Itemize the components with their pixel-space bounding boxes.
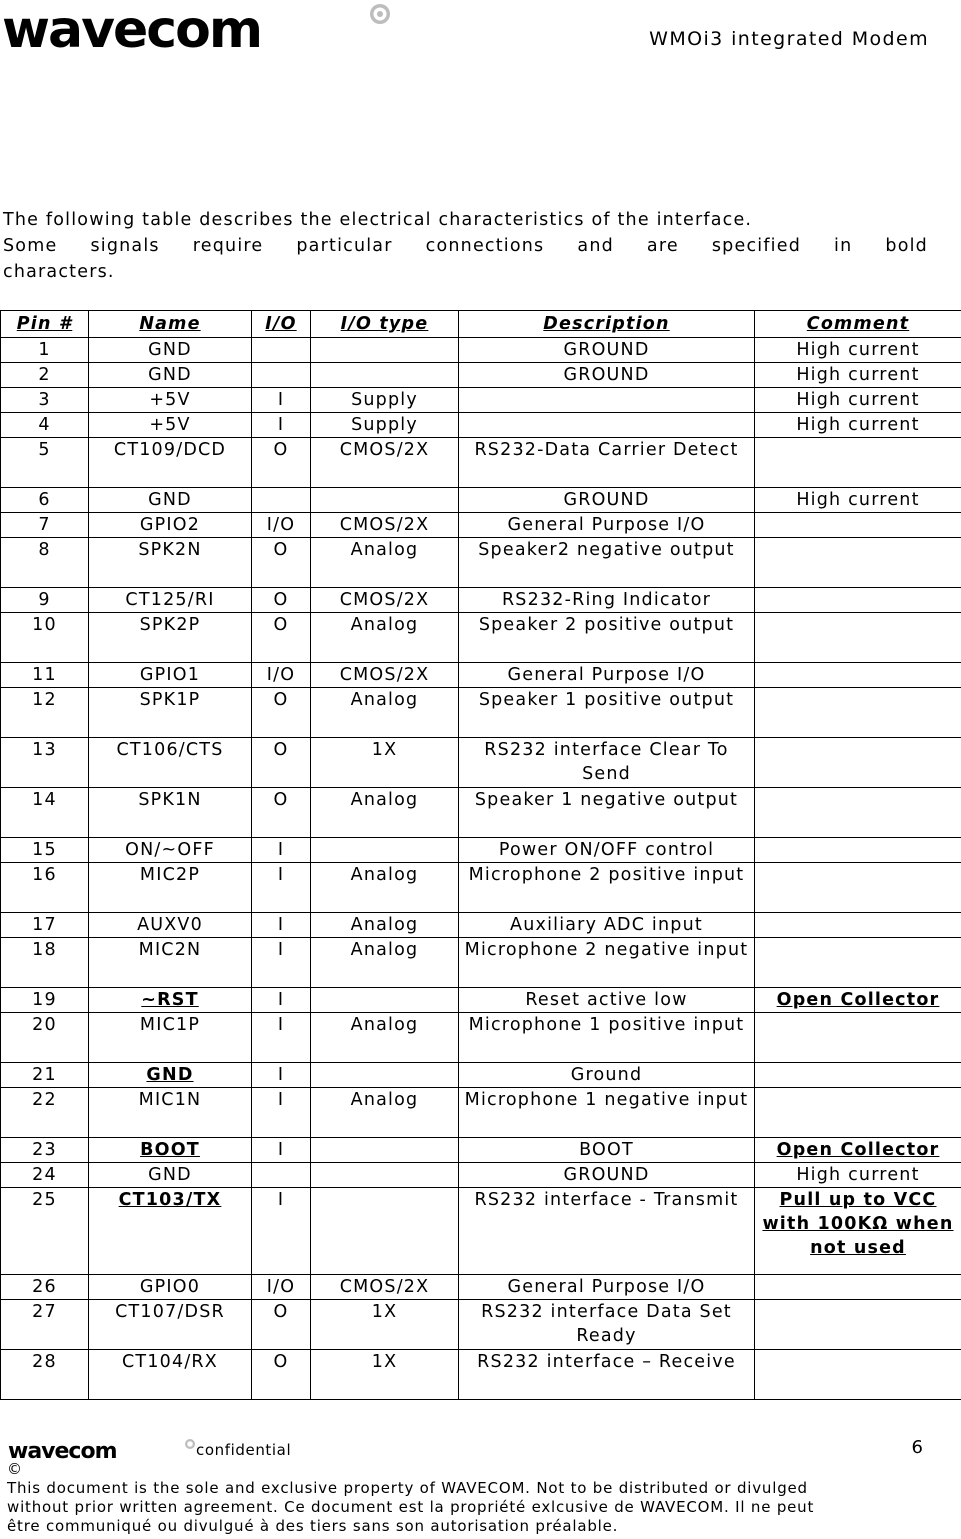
- io-type-cell: Supply: [311, 388, 459, 413]
- table-row: [1, 413, 961, 438]
- table-row: [1, 938, 961, 988]
- pin-number-cell: 20: [1, 1013, 89, 1063]
- io-type-cell: 1X: [311, 738, 459, 788]
- io-type-cell: CMOS/2X: [311, 438, 459, 488]
- io-cell: O: [252, 1300, 311, 1350]
- description-cell: RS232-Data Carrier Detect: [459, 438, 755, 488]
- table-body: [1, 338, 961, 1400]
- description-cell: RS232 interface - Transmit: [459, 1188, 755, 1275]
- pin-name-cell: SPK2P: [89, 613, 252, 663]
- pin-name-cell: CT125/RI: [89, 588, 252, 613]
- comment-cell: [755, 913, 961, 938]
- description-cell: BOOT: [459, 1138, 755, 1163]
- footer-line-3: être communiqué ou divulgué à des tiers sans son autorisation préalable.: [7, 1517, 619, 1535]
- pin-number-cell: 5: [1, 438, 89, 488]
- io-cell: [252, 338, 311, 363]
- footer-line-1: This document is the sole and exclusive property of WAVECOM. Not to be distributed or divulged: [7, 1479, 808, 1497]
- io-cell: I: [252, 1188, 311, 1275]
- table-row: [1, 788, 961, 838]
- description-cell: Microphone 2 negative input: [459, 938, 755, 988]
- footer-notice: [7, 1460, 957, 1536]
- io-type-cell: [311, 338, 459, 363]
- io-type-cell: [311, 1163, 459, 1188]
- table-row: [1, 438, 961, 488]
- io-type-cell: CMOS/2X: [311, 513, 459, 538]
- pin-name-cell: MIC1P: [89, 1013, 252, 1063]
- table-row: [1, 513, 961, 538]
- pin-number-cell: 25: [1, 1188, 89, 1275]
- io-cell: I: [252, 988, 311, 1013]
- io-type-cell: CMOS/2X: [311, 663, 459, 688]
- description-cell: RS232 interface – Receive: [459, 1350, 755, 1400]
- io-type-cell: [311, 838, 459, 863]
- table-row: [1, 388, 961, 413]
- table-row: [1, 613, 961, 663]
- comment-cell: High current: [755, 1163, 961, 1188]
- table-row: [1, 538, 961, 588]
- comment-cell: [755, 1350, 961, 1400]
- io-type-cell: Analog: [311, 1013, 459, 1063]
- comment-cell: [755, 438, 961, 488]
- comment-cell: [755, 663, 961, 688]
- io-type-cell: Analog: [311, 938, 459, 988]
- comment-cell: [755, 1063, 961, 1088]
- pin-number-cell: 14: [1, 788, 89, 838]
- pin-name-cell: CT103/TX: [89, 1188, 252, 1275]
- io-type-cell: Analog: [311, 613, 459, 663]
- pin-number-cell: 6: [1, 488, 89, 513]
- description-cell: Speaker 1 positive output: [459, 688, 755, 738]
- io-type-cell: [311, 1138, 459, 1163]
- table-row: [1, 1350, 961, 1400]
- io-cell: O: [252, 688, 311, 738]
- io-cell: [252, 1163, 311, 1188]
- description-cell: GROUND: [459, 363, 755, 388]
- io-cell: I: [252, 1013, 311, 1063]
- io-cell: I: [252, 1063, 311, 1088]
- comment-cell: High current: [755, 338, 961, 363]
- table-row: [1, 1063, 961, 1088]
- column-header-io-type: I/O type: [311, 311, 459, 338]
- comment-cell: High current: [755, 388, 961, 413]
- pin-name-cell: SPK2N: [89, 538, 252, 588]
- pin-number-cell: 12: [1, 688, 89, 738]
- pin-number-cell: 17: [1, 913, 89, 938]
- wavecom-logo: [2, 0, 394, 56]
- pin-number-cell: 19: [1, 988, 89, 1013]
- io-type-cell: [311, 488, 459, 513]
- pin-number-cell: 4: [1, 413, 89, 438]
- pin-name-cell: SPK1P: [89, 688, 252, 738]
- pin-number-cell: 7: [1, 513, 89, 538]
- pin-name-cell: SPK1N: [89, 788, 252, 838]
- table-row: [1, 988, 961, 1013]
- column-header-name: Name: [89, 311, 252, 338]
- description-cell: Speaker 2 positive output: [459, 613, 755, 663]
- document-title: WMOi3 integrated Modem: [649, 28, 929, 50]
- pin-number-cell: 2: [1, 363, 89, 388]
- io-cell: I/O: [252, 663, 311, 688]
- comment-cell: Open Collector: [755, 1138, 961, 1163]
- pin-name-cell: BOOT: [89, 1138, 252, 1163]
- comment-cell: [755, 1275, 961, 1300]
- io-cell: I: [252, 863, 311, 913]
- pin-name-cell: CT107/DSR: [89, 1300, 252, 1350]
- io-type-cell: Supply: [311, 413, 459, 438]
- comment-cell: [755, 1088, 961, 1138]
- page-number: 6: [911, 1437, 923, 1458]
- pin-number-cell: 26: [1, 1275, 89, 1300]
- table-row: [1, 1188, 961, 1275]
- description-cell: General Purpose I/O: [459, 513, 755, 538]
- comment-cell: [755, 613, 961, 663]
- comment-cell: [755, 1300, 961, 1350]
- pin-name-cell: GND: [89, 1163, 252, 1188]
- pin-number-cell: 28: [1, 1350, 89, 1400]
- io-type-cell: CMOS/2X: [311, 588, 459, 613]
- table-row: [1, 863, 961, 913]
- pin-name-cell: MIC2N: [89, 938, 252, 988]
- comment-cell: High current: [755, 488, 961, 513]
- pin-name-cell: +5V: [89, 388, 252, 413]
- comment-cell: [755, 838, 961, 863]
- io-type-cell: Analog: [311, 688, 459, 738]
- io-cell: I: [252, 1088, 311, 1138]
- description-cell: Microphone 2 positive input: [459, 863, 755, 913]
- description-cell: Reset active low: [459, 988, 755, 1013]
- table-row: [1, 1088, 961, 1138]
- comment-cell: [755, 788, 961, 838]
- column-header-comment: Comment: [755, 311, 961, 338]
- pin-number-cell: 23: [1, 1138, 89, 1163]
- pin-name-cell: ~RST: [89, 988, 252, 1013]
- copyright-symbol: ©: [7, 1460, 23, 1478]
- table-row: [1, 588, 961, 613]
- description-cell: [459, 413, 755, 438]
- pin-number-cell: 24: [1, 1163, 89, 1188]
- table-row: [1, 1300, 961, 1350]
- confidential-label: confidential: [196, 1441, 292, 1459]
- pin-name-cell: GPIO2: [89, 513, 252, 538]
- description-cell: GROUND: [459, 338, 755, 363]
- table-row: [1, 363, 961, 388]
- io-cell: O: [252, 538, 311, 588]
- pin-name-cell: GND: [89, 488, 252, 513]
- table-row: [1, 1138, 961, 1163]
- comment-cell: Pull up to VCC with 100KΩ when not used: [755, 1188, 961, 1275]
- io-type-cell: Analog: [311, 913, 459, 938]
- pin-name-cell: ON/~OFF: [89, 838, 252, 863]
- io-cell: [252, 488, 311, 513]
- pin-number-cell: 18: [1, 938, 89, 988]
- io-cell: I: [252, 388, 311, 413]
- pin-name-cell: GND: [89, 363, 252, 388]
- io-type-cell: Analog: [311, 538, 459, 588]
- io-cell: O: [252, 788, 311, 838]
- table-row: [1, 913, 961, 938]
- comment-cell: High current: [755, 363, 961, 388]
- table-row: [1, 838, 961, 863]
- io-cell: I: [252, 413, 311, 438]
- table-row: [1, 688, 961, 738]
- io-cell: I/O: [252, 1275, 311, 1300]
- comment-cell: [755, 588, 961, 613]
- description-cell: [459, 388, 755, 413]
- table-row: [1, 1275, 961, 1300]
- io-type-cell: Analog: [311, 788, 459, 838]
- pin-number-cell: 16: [1, 863, 89, 913]
- pin-number-cell: 15: [1, 838, 89, 863]
- comment-cell: [755, 738, 961, 788]
- io-cell: I: [252, 913, 311, 938]
- description-cell: General Purpose I/O: [459, 663, 755, 688]
- description-cell: General Purpose I/O: [459, 1275, 755, 1300]
- io-cell: I: [252, 838, 311, 863]
- io-type-cell: [311, 1063, 459, 1088]
- io-type-cell: CMOS/2X: [311, 1275, 459, 1300]
- pin-table: [0, 310, 961, 1400]
- table-row: [1, 338, 961, 363]
- comment-cell: Open Collector: [755, 988, 961, 1013]
- io-cell: O: [252, 438, 311, 488]
- svg-text:wavecom: wavecom: [2, 0, 262, 52]
- io-cell: I: [252, 1138, 311, 1163]
- table-row: [1, 663, 961, 688]
- description-cell: RS232-Ring Indicator: [459, 588, 755, 613]
- pin-number-cell: 3: [1, 388, 89, 413]
- pin-name-cell: CT109/DCD: [89, 438, 252, 488]
- pin-number-cell: 11: [1, 663, 89, 688]
- svg-text:wavecom: wavecom: [8, 1439, 117, 1460]
- io-cell: [252, 363, 311, 388]
- column-header-pin: Pin #: [1, 311, 89, 338]
- pin-name-cell: +5V: [89, 413, 252, 438]
- comment-cell: High current: [755, 413, 961, 438]
- column-header-io: I/O: [252, 311, 311, 338]
- pin-name-cell: MIC1N: [89, 1088, 252, 1138]
- pin-name-cell: MIC2P: [89, 863, 252, 913]
- io-type-cell: 1X: [311, 1300, 459, 1350]
- io-cell: I/O: [252, 513, 311, 538]
- intro-paragraph: [3, 207, 928, 285]
- io-type-cell: Analog: [311, 1088, 459, 1138]
- io-type-cell: Analog: [311, 863, 459, 913]
- description-cell: Speaker2 negative output: [459, 538, 755, 588]
- intro-line-2: Some signals require particular connections and are specified in bold: [3, 236, 928, 256]
- pin-name-cell: CT104/RX: [89, 1350, 252, 1400]
- io-cell: I: [252, 938, 311, 988]
- pin-number-cell: 22: [1, 1088, 89, 1138]
- pin-number-cell: 27: [1, 1300, 89, 1350]
- pin-name-cell: GND: [89, 338, 252, 363]
- io-type-cell: [311, 1188, 459, 1275]
- io-type-cell: 1X: [311, 1350, 459, 1400]
- pin-number-cell: 10: [1, 613, 89, 663]
- description-cell: Auxiliary ADC input: [459, 913, 755, 938]
- description-cell: RS232 interface Clear To Send: [459, 738, 755, 788]
- pin-name-cell: AUXV0: [89, 913, 252, 938]
- table-row: [1, 738, 961, 788]
- intro-line-3: characters.: [3, 262, 115, 282]
- description-cell: Microphone 1 negative input: [459, 1088, 755, 1138]
- table-row: [1, 1163, 961, 1188]
- io-cell: O: [252, 588, 311, 613]
- comment-cell: [755, 688, 961, 738]
- description-cell: GROUND: [459, 1163, 755, 1188]
- io-cell: O: [252, 738, 311, 788]
- description-cell: GROUND: [459, 488, 755, 513]
- comment-cell: [755, 863, 961, 913]
- description-cell: RS232 interface Data Set Ready: [459, 1300, 755, 1350]
- comment-cell: [755, 938, 961, 988]
- description-cell: Speaker 1 negative output: [459, 788, 755, 838]
- pin-name-cell: CT106/CTS: [89, 738, 252, 788]
- comment-cell: [755, 538, 961, 588]
- pin-number-cell: 8: [1, 538, 89, 588]
- pin-name-cell: GPIO0: [89, 1275, 252, 1300]
- pin-name-cell: GPIO1: [89, 663, 252, 688]
- column-header-description: Description: [459, 311, 755, 338]
- table-row: [1, 488, 961, 513]
- io-cell: O: [252, 1350, 311, 1400]
- pin-number-cell: 1: [1, 338, 89, 363]
- pin-number-cell: 21: [1, 1063, 89, 1088]
- footer-line-2: without prior written agreement. Ce document est la propriété exlcusive de WAVECOM. Il ne peut: [7, 1498, 815, 1516]
- pin-number-cell: 9: [1, 588, 89, 613]
- intro-line-1: The following table describes the electrical characteristics of the interface.: [3, 210, 753, 230]
- description-cell: Power ON/OFF control: [459, 838, 755, 863]
- comment-cell: [755, 513, 961, 538]
- comment-cell: [755, 1013, 961, 1063]
- table-header-row: [1, 311, 961, 338]
- io-type-cell: [311, 363, 459, 388]
- description-cell: Microphone 1 positive input: [459, 1013, 755, 1063]
- table-row: [1, 1013, 961, 1063]
- pin-name-cell: GND: [89, 1063, 252, 1088]
- pin-number-cell: 13: [1, 738, 89, 788]
- io-cell: O: [252, 613, 311, 663]
- io-type-cell: [311, 988, 459, 1013]
- description-cell: Ground: [459, 1063, 755, 1088]
